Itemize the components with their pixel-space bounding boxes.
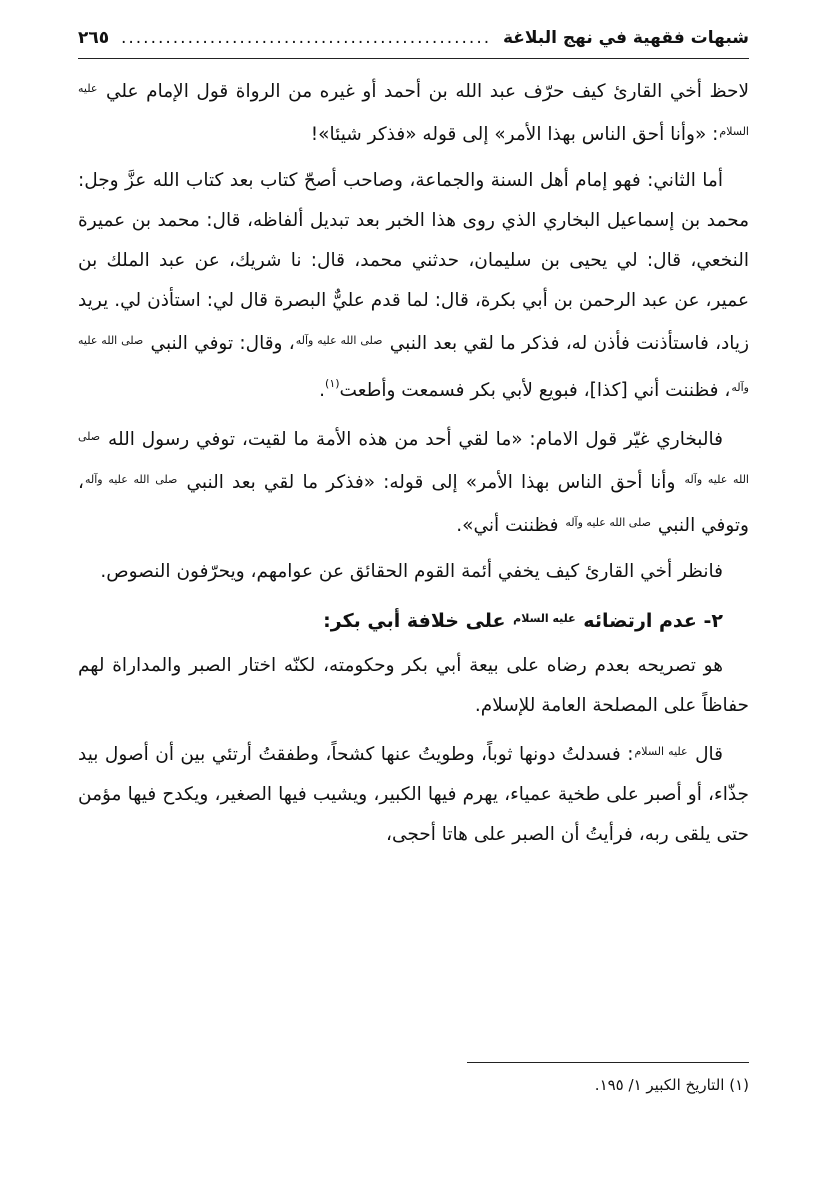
- footnote-reference[interactable]: (١): [325, 377, 340, 390]
- page-number: ٢٦٥: [78, 28, 110, 48]
- page: [78, 28, 749, 1138]
- running-head: [78, 28, 749, 58]
- section-heading: ٢- عدم ارتضائه $^{عليه السلام}$ على خلافة أبي بكر:: [323, 610, 723, 632]
- body-text: [78, 69, 749, 855]
- honorific-salla: صلى الله عليه وآله: [295, 334, 383, 347]
- paragraph-5: هو تصريحه بعدم رضاه على بيعة أبي بكر وحكومته، لكنّه اختار الصبر والمداراة لهم حفاظاً على المصلحة العامة للإسلام.: [78, 655, 749, 716]
- paragraph-3: فالبخاري غيّر قول الامام: «ما لقي أحد من هذه الأمة ما لقيت، توفي رسول الله $^{صلى الله عليه وآله}$ وأنا أحق الناس بهذا الأمر» إلى قوله: «فذكر ما لقي بعد النبي $^{صلى الله عليه وآله}$، وتوفي النبي $^{صلى الله عليه وآله}$ فظننت أني».: [78, 429, 749, 536]
- running-head-title: شبهات فقهية في نهج البلاغة: [502, 28, 749, 48]
- honorific-alayhi: عليه السلام: [634, 745, 688, 758]
- paragraph-1: لاحظ أخي القارئ كيف حرّف عبد الله بن أحمد أو غيره من الرواة قول الإمام علي $^{عليه السلام}$: «وأنا أحق الناس بهذا الأمر» إلى قوله «فذكر شيئا»!: [78, 81, 749, 145]
- honorific-alayhi: عليه السلام: [513, 612, 576, 625]
- honorific-alayhi: عليه السلام: [78, 82, 749, 138]
- footnote: (١) التاريخ الكبير ١/ ١٩٥.: [594, 1076, 749, 1094]
- honorific-salla: صلى الله عليه وآله: [84, 473, 178, 486]
- honorific-salla: صلى الله عليه وآله: [78, 430, 749, 486]
- running-head-dots: ..................................................: [120, 28, 492, 48]
- paragraph-2: أما الثاني: فهو إمام أهل السنة والجماعة، وصاحب أصحّ كتاب بعد كتاب الله عزَّ وجل: محمد بن إسماعيل البخاري الذي روى هذا الخبر بعد تبديل ألفاظه، قال: محمد بن عميرة النخعي، قال: لي يحيى بن سليمان، حدثني محمد، قال: نا شريك، عن عبد الملك بن عمير، عن عبد الرحمن بن أبي بكرة، قال: لما قدم عليٌّ البصرة قال لي: استأذن لي. يريد زياد، فاستأذنت فأذن له، فذكر ما لقي بعد النبي $^{صلى الله عليه وآله}$، وقال: توفي النبي $^{صلى الله عليه وآله}$، فظننت أني [كذا]، فبويع لأبي بكر فسمعت وأطعت$^{(١)}$.: [78, 170, 749, 401]
- honorific-salla: صلى الله عليه وآله: [565, 516, 651, 529]
- header-rule: [78, 58, 749, 59]
- honorific-salla: صلى الله عليه وآله: [78, 334, 749, 394]
- footnote-rule: [467, 1062, 749, 1063]
- paragraph-6: قال $^{عليه السلام}$: فسدلتُ دونها ثوباً، وطويتُ عنها كشحاً، وطفقتُ أرتئي بين أن أصول بيد جذّاء، أو أصبر على طخية عمياء، يهرم فيها الكبير، ويشيب فيها الصغير، ويكدح فيها مؤمن حتى يلقى ربه، فرأيتُ أن الصبر على هاتا أحجى،: [78, 744, 749, 845]
- paragraph-4: فانظر أخي القارئ كيف يخفي أئمة القوم الحقائق عن عوامهم، ويحرّفون النصوص.: [100, 561, 723, 582]
